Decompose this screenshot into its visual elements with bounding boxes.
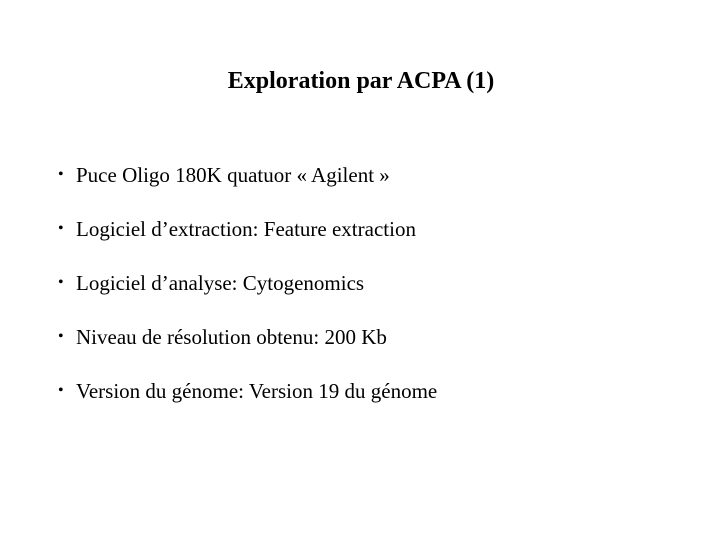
bullet-item-extraction-software bbox=[58, 214, 437, 244]
bullet-icon: • bbox=[58, 274, 64, 291]
bullet-item-chip bbox=[58, 160, 437, 190]
bullet-icon: • bbox=[58, 220, 64, 237]
bullet-text: Niveau de résolution obtenu: 200 Kb bbox=[76, 325, 387, 349]
bullet-text: Logiciel d’analyse: Cytogenomics bbox=[76, 271, 365, 295]
bullet-icon: • bbox=[58, 382, 64, 399]
bullet-icon: • bbox=[58, 328, 64, 345]
bullet-list bbox=[58, 160, 437, 430]
bullet-item-analysis-software bbox=[58, 268, 437, 298]
bullet-icon: • bbox=[58, 166, 64, 183]
bullet-item-genome-version bbox=[58, 376, 437, 406]
bullet-item-resolution bbox=[58, 322, 437, 352]
slide-title: Exploration par ACPA (1) bbox=[227, 68, 495, 94]
bullet-text: Logiciel d’extraction: Feature extraction bbox=[76, 217, 416, 241]
bullet-text: Puce Oligo 180K quatuor « Agilent » bbox=[76, 163, 390, 187]
bullet-text: Version du génome: Version 19 du génome bbox=[76, 379, 438, 403]
